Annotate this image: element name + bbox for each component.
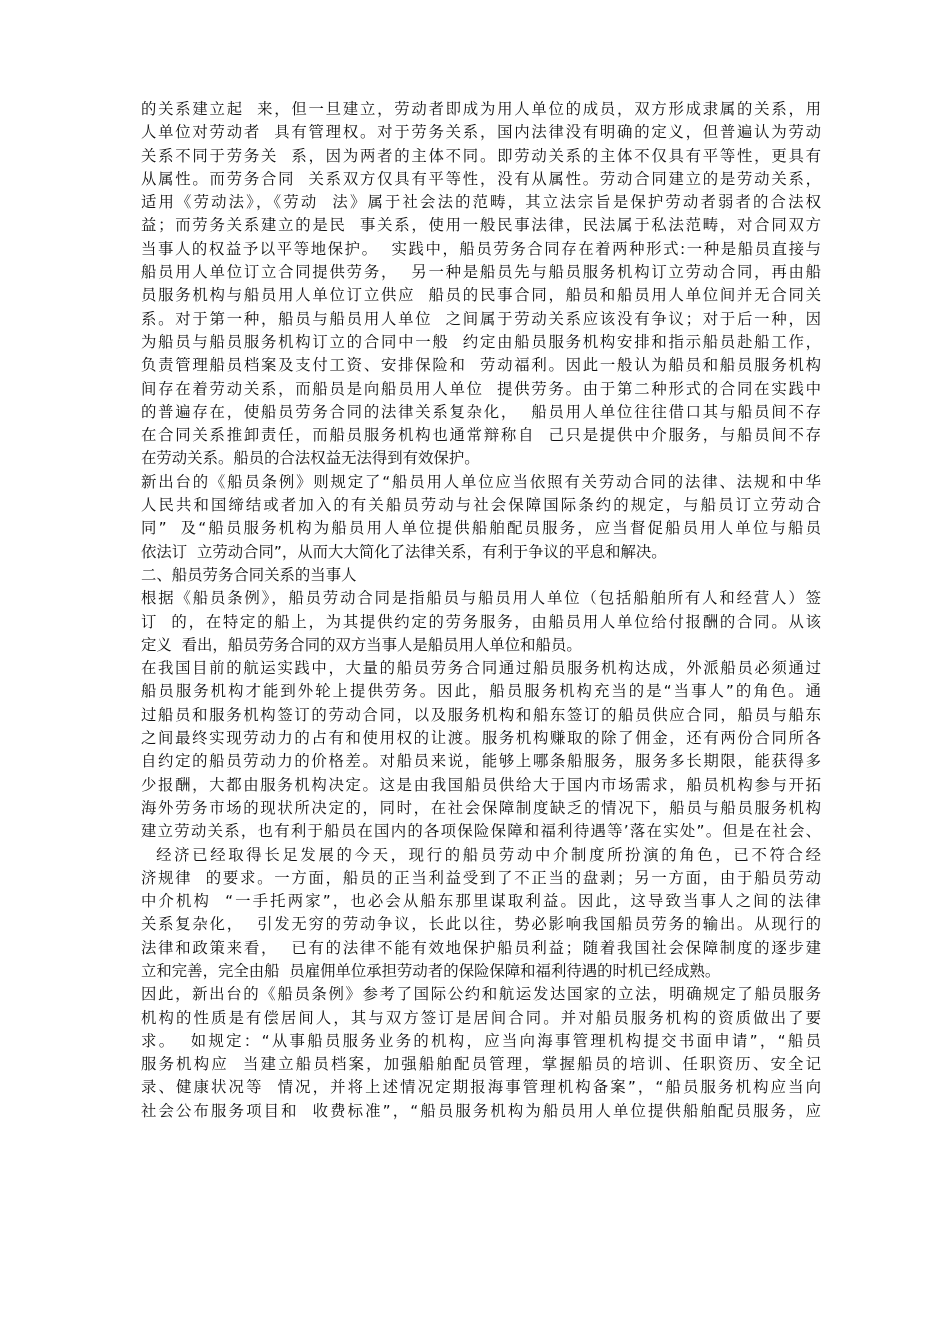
text-line: 服务机构应 当建立船员档案，加强船舶配员管理，掌握船员的培训、任职资历、安全记 [141, 1055, 821, 1074]
text-line: 订 的，在特定的船上，为其提供约定的劳务服务，由船员用人单位给付报酬的合同。从该 [141, 612, 821, 631]
text-line: 中介机构 “一手托两家”，也必会从船东那里谋取利益。因此，这导致当事人之间的法律 [141, 892, 821, 911]
text-line: 因此，新出台的《船员条例》参考了国际公约和航运发达国家的立法，明确规定了船员服务 [141, 985, 821, 1004]
text-line: 海外劳务市场的现状所决定的，同时，在社会保障制度缺乏的情况下，船员与船员服务机构 [141, 798, 821, 817]
text-line: 二、船员劳务合同关系的当事人 [141, 565, 357, 584]
text-line: 人民共和国缔结或者加入的有关船员劳动与社会保障国际条约的规定，与船员订立劳动合 [141, 496, 821, 515]
text-line: 从属性。而劳务合同 关系双方仅具有平等性，没有从属性。劳动合同建立的是劳动关系， [141, 169, 821, 188]
text-line: 新出台的《船员条例》则规定了“船员用人单位应当依照有关劳动合同的法律、法规和中华 [141, 472, 821, 491]
text-line: 当事人的权益予以平等地保护。 实践中，船员劳务合同存在着两种形式:一种是船员直接与 [141, 239, 821, 258]
text-line: 间存在着劳动关系，而船员是向船员用人单位 提供劳务。由于第二种形式的合同在实践中 [141, 379, 821, 398]
text-line: 少报酬，大都由服务机构决定。这是由我国船员供给大于国内市场需求，船员机构参与开拓 [141, 775, 821, 794]
text-line: 关系复杂化， 引发无穷的劳动争议，长此以往，势必影响我国船员劳务的输出。从现行的 [141, 915, 821, 934]
text-line: 机构的性质是有偿居间人，其与双方签订是居间合同。并对船员服务机构的资质做出了要 [141, 1008, 821, 1027]
text-line: 的关系建立起 来，但一旦建立，劳动者即成为用人单位的成员，双方形成隶属的关系，用 [141, 100, 821, 118]
text-line: 自约定的船员劳动力的价格差。对船员来说，能够上哪条船服务，服务多长期限，能获得多 [141, 752, 821, 771]
text-line: 人单位对劳动者 具有管理权。对于劳务关系，国内法律没有明确的定义，但普遍认为劳动 [141, 123, 821, 142]
text-line: 同” 及“船员服务机构为船员用人单位提供船舶配员服务，应当督促船员用人单位与船员 [141, 519, 821, 538]
text-line: 负责管理船员档案及支付工资、安排保险和 劳动福利。因此一般认为船员和船员服务机构 [141, 356, 821, 375]
text-line: 之间最终实现劳动力的占有和使用权的让渡。服务机构赚取的除了佣金，还有两份合同所各 [141, 729, 821, 748]
text-line: 关系不同于劳务关 系，因为两者的主体不同。即劳动关系的主体不仅具有平等性，更具有 [141, 146, 821, 165]
text-line: 立和完善，完全由船 员雇佣单位承担劳动者的保险保障和福利待遇的时机已经成熟。 [141, 961, 721, 980]
text-line: 过船员和服务机构签订的劳动合同，以及服务机构和船东签订的船员供应合同，船员与船东 [141, 705, 821, 724]
text-line: 系。对于第一种，船员与船员用人单位 之间属于劳动关系应该没有争议；对于后一种，因 [141, 309, 821, 328]
text-line: 求。 如规定：“从事船员服务业务的机构，应当向海事管理机构提交书面申请”，“船员 [141, 1031, 821, 1050]
text-line: 在我国目前的航运实践中，大量的船员劳务合同通过船员服务机构达成，外派船员必须通过 [141, 659, 821, 678]
text-line: 定义 看出，船员劳务合同的双方当事人是船员用人单位和船员。 [141, 635, 582, 654]
text-line: 济规律 的要求。一方面，船员的正当利益受到了不正当的盘剥；另一方面，由于船员劳动 [141, 868, 821, 887]
text-line: 适用《劳动法》，《劳动 法》属于社会法的范畴，其立法宗旨是保护劳动者弱者的合法权 [141, 193, 821, 212]
text-line: 的普遍存在，使船员劳务合同的法律关系复杂化， 船员用人单位往往借口其与船员间不存 [141, 402, 821, 421]
text-line: 社会公布服务项目和 收费标准”，“船员服务机构为船员用人单位提供船舶配员服务，应 [141, 1101, 821, 1120]
text-line: 根据《船员条例》，船员劳动合同是指船员与船员用人单位（包括船舶所有人和经营人）签 [141, 589, 821, 608]
text-line: 依法订 立劳动合同”，从而大大简化了法律关系，有利于争议的平息和解决。 [141, 542, 667, 561]
text-line: 为船员与船员服务机构订立的合同中一般 约定由船员服务机构安排和指示船员赴船工作， [141, 332, 821, 351]
text-line: 益；而劳务关系建立的是民 事关系，使用一般民事法律，民法属于私法范畴，对合同双方 [141, 216, 821, 235]
text-line: 录、健康状况等 情况，并将上述情况定期报海事管理机构备案”，“船员服务机构应当向 [141, 1078, 821, 1097]
text-line: 船员服务机构才能到外轮上提供劳务。因此，船员服务机构充当的是“当事人”的角色。通 [141, 682, 821, 701]
text-line: 经济已经取得长足发展的今天，现行的船员劳动中介制度所扮演的角色，已不符合经 [141, 845, 821, 864]
text-line: 在合同关系推卸责任，而船员服务机构也通常辩称自 己只是提供中介服务，与船员间不存 [141, 426, 821, 445]
text-line: 法律和政策来看， 已有的法律不能有效地保护船员利益；随着我国社会保障制度的逐步建 [141, 938, 821, 957]
text-line: 员服务机构与船员用人单位订立供应 船员的民事合同，船员和船员用人单位间并无合同关 [141, 286, 821, 305]
text-line: 船员用人单位订立合同提供劳务， 另一种是船员先与船员服务机构订立劳动合同，再由船 [141, 263, 821, 282]
document-body [141, 98, 821, 1123]
text-line: 建立劳动关系，也有利于船员在国内的各项保险保障和福利待遇等’落在实处”。但是在社会、 [141, 822, 821, 841]
text-line: 在劳动关系。船员的合法权益无法得到有效保护。 [141, 449, 480, 468]
